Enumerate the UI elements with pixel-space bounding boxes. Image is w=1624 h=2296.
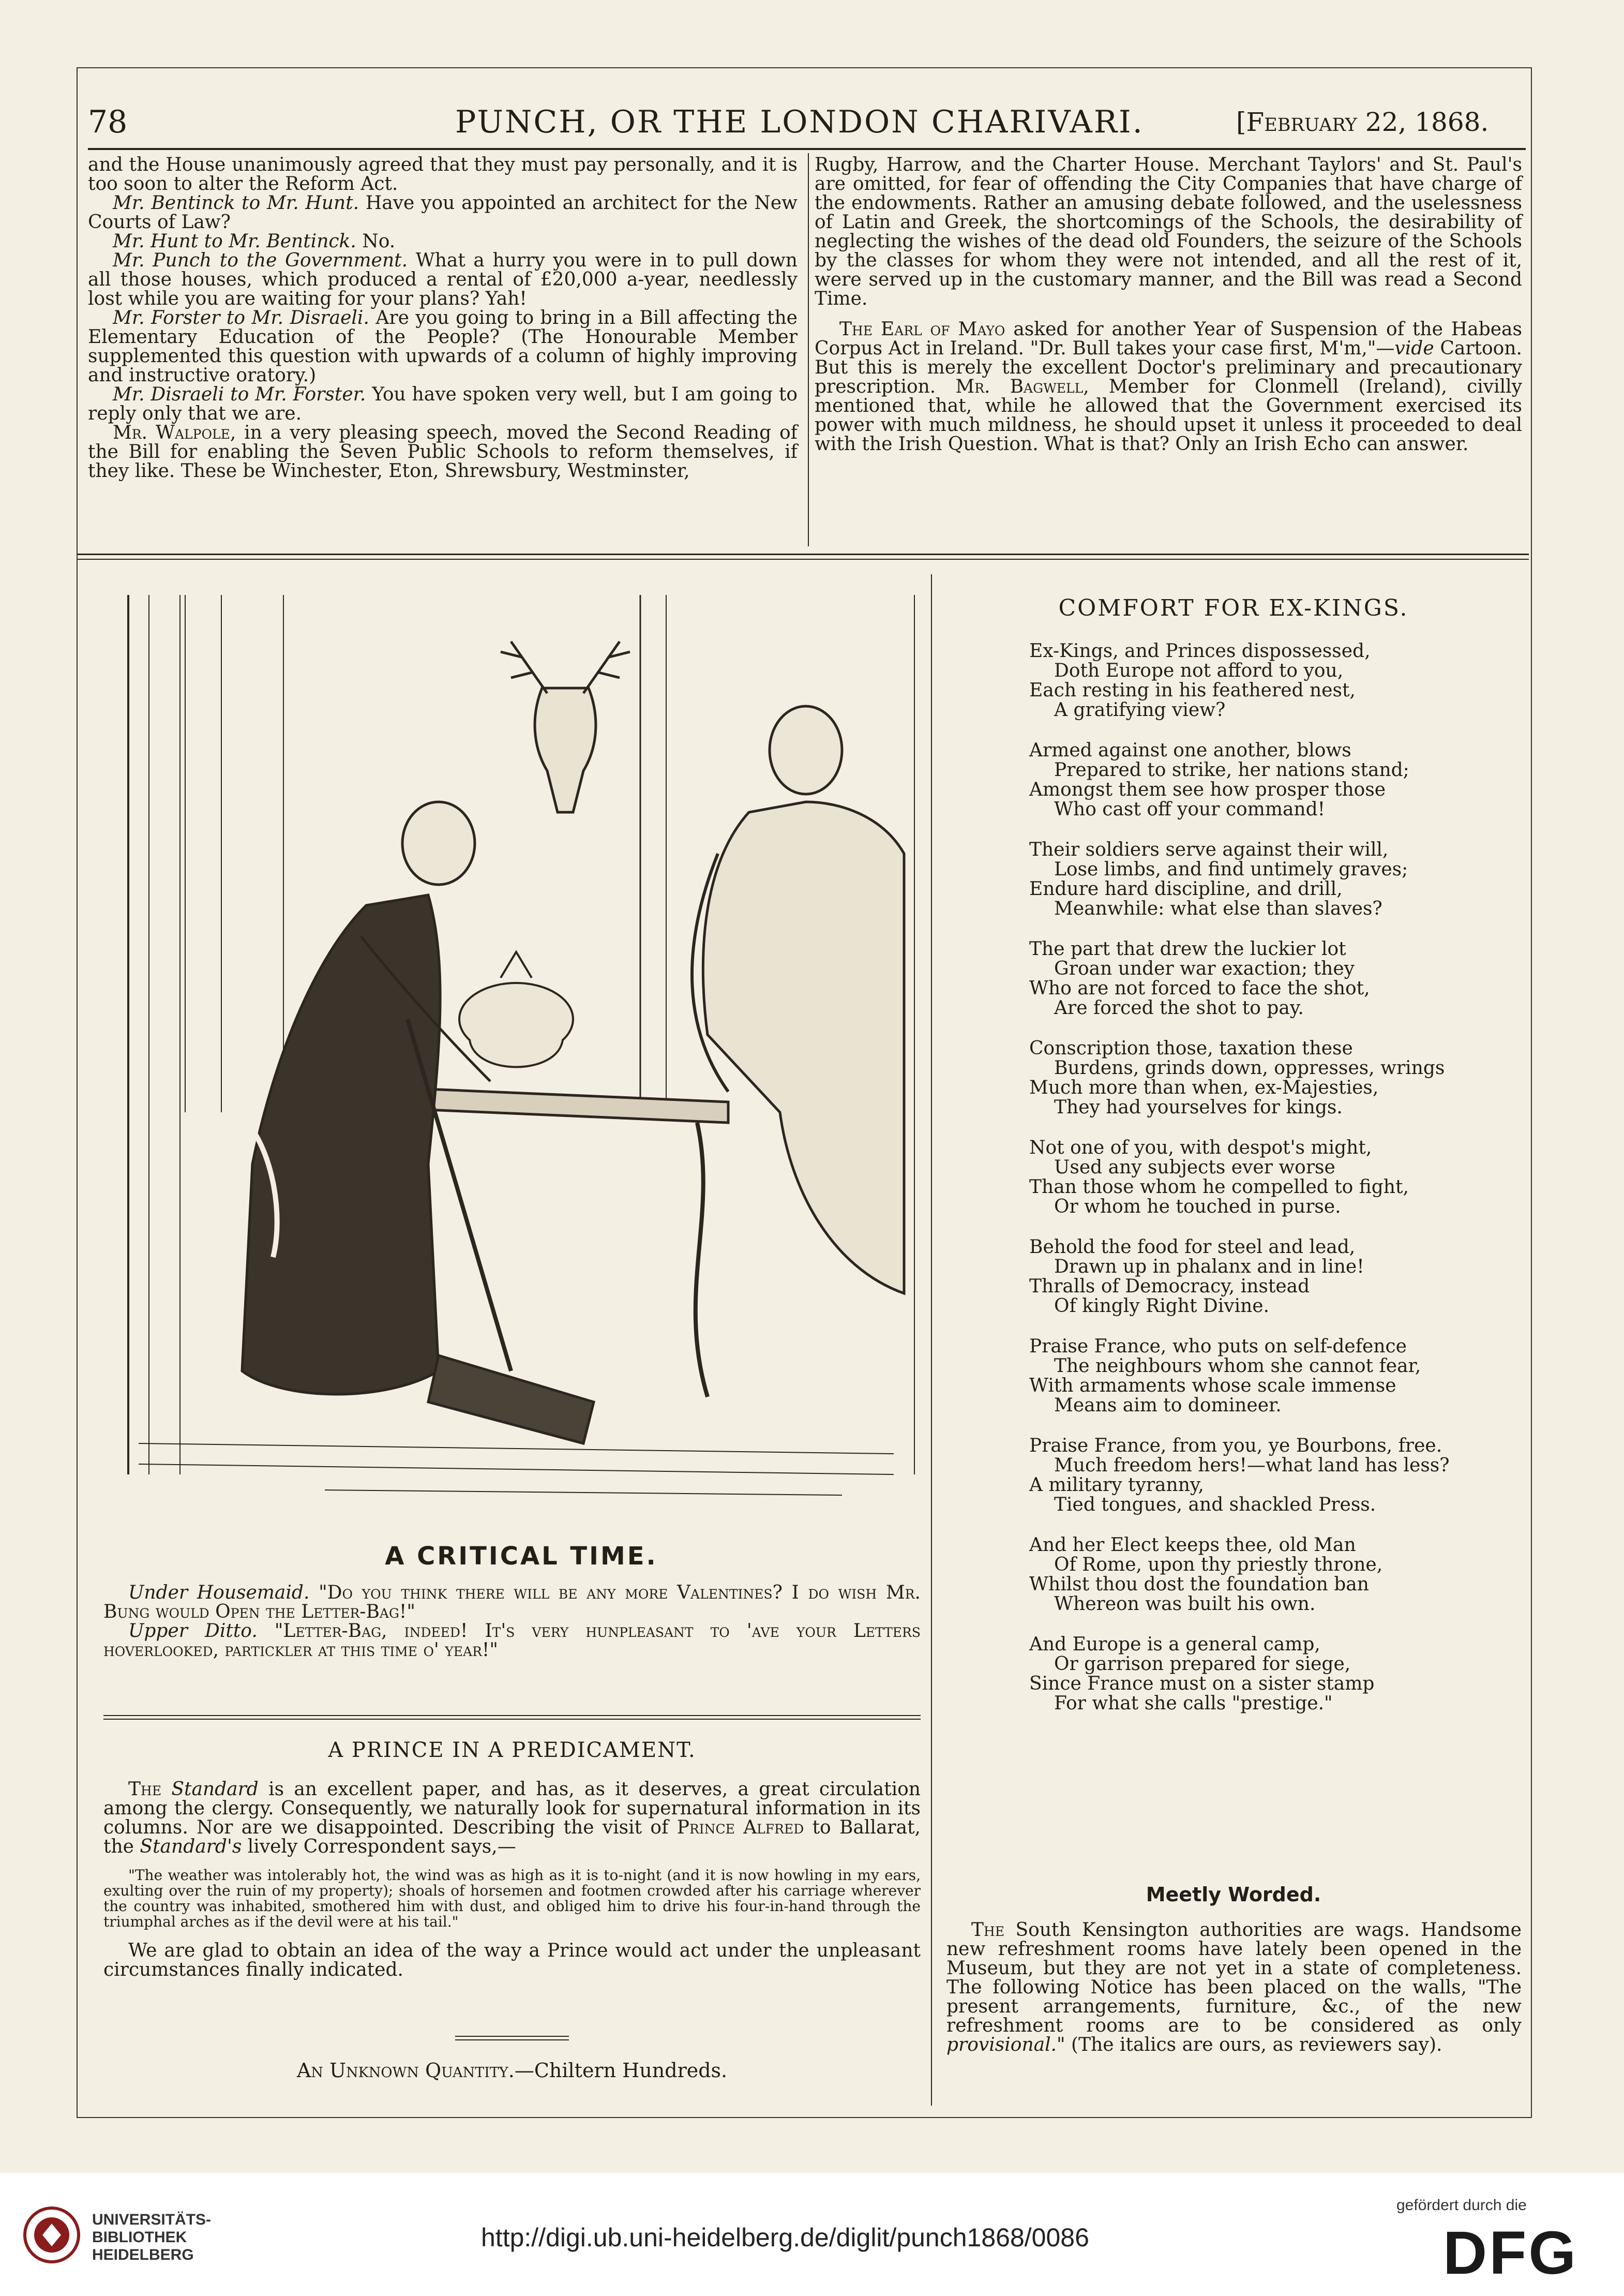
paragraph: Mr. Walpole, in a very pleasing speech, moved the Second Reading of the Bill for enabling the Seven Public Schools to reform themselves, if they like. These be Winchester, Eton, Shrewsbury, Westminster,	[88, 422, 798, 482]
poem-line: Drawn up in phalanx and in line!	[1054, 1256, 1364, 1277]
poem-line: Who cast off your command!	[1054, 799, 1326, 820]
poem-stanza	[1029, 1436, 1521, 1515]
poem-line: Groan under war exaction; they	[1054, 958, 1355, 979]
poem-stanza	[1029, 1535, 1521, 1614]
poem-body	[1029, 642, 1521, 1734]
poem-line: Each resting in his feathered nest,	[1029, 680, 1356, 701]
meetly-title: Meetly Worded.	[1146, 1883, 1321, 1906]
paragraph: Mr. Disraeli to Mr. Forster. You have spoken very well, but I am going to reply only that we are.	[88, 384, 798, 424]
library-logo-text: UNIVERSITÄTS- BIBLIOTHEK HEIDELBERG	[92, 2211, 212, 2263]
poem-line: Burdens, grinds down, oppresses, wrings	[1054, 1057, 1445, 1079]
poem-stanza	[1029, 1635, 1521, 1713]
poem-line: Whilst thou dost the foundation ban	[1029, 1574, 1369, 1595]
cartoon-title: A CRITICAL TIME.	[385, 1542, 658, 1571]
running-title: PUNCH, OR THE LONDON CHARIVARI.	[455, 104, 1144, 140]
poem-stanza	[1029, 1138, 1521, 1217]
poem-line: Of Rome, upon thy priestly throne,	[1054, 1554, 1383, 1575]
poem-line: Prepared to strike, her nations stand;	[1054, 759, 1409, 781]
column-divider	[808, 153, 809, 546]
poem-line: Armed against one another, blows	[1029, 740, 1351, 761]
section-rule	[103, 1715, 921, 1716]
paragraph: Mr. Bentinck to Mr. Hunt. Have you appointed an architect for the New Courts of Law?	[88, 192, 798, 233]
paragraph: We are glad to obtain an idea of the way a Prince would act under the unpleasant circumstances finally indicated.	[103, 1940, 921, 1980]
poem-line: Praise France, who puts on self-defence	[1029, 1336, 1407, 1357]
poem-line: Lose limbs, and find untimely graves;	[1054, 859, 1408, 880]
poem-line: And Europe is a general camp,	[1029, 1634, 1320, 1655]
university-seal-icon	[21, 2204, 83, 2266]
article-title: A PRINCE IN A PREDICAMENT.	[328, 1738, 696, 1762]
poem-line: Praise France, from you, ye Bourbons, free.	[1029, 1435, 1442, 1456]
cartoon-caption	[103, 1583, 921, 1660]
prince-article	[103, 1780, 921, 1979]
poem-line: For what she calls "prestige."	[1054, 1693, 1333, 1714]
paragraph: Mr. Punch to the Government. What a hurry you were in to pull down all those houses, which produced a rental of £20,000 a-year, needlessly lost while you are waiting for your plans? Yah!	[88, 250, 798, 309]
poem-line: Whereon was built his own.	[1054, 1593, 1316, 1615]
poem-title: COMFORT FOR EX-KINGS.	[1058, 595, 1409, 621]
poem-line: Endure hard discipline, and drill,	[1029, 878, 1343, 900]
poem-stanza	[1029, 1337, 1521, 1415]
dfg-logo: DFG	[1443, 2219, 1578, 2287]
poem-line: Since France must on a sister stamp	[1029, 1673, 1375, 1694]
poem-line: Than those whom he compelled to fight,	[1029, 1176, 1409, 1198]
poem-line: Of kingly Right Divine.	[1054, 1295, 1270, 1317]
poem-stanza	[1029, 1039, 1521, 1117]
poem-line: Or whom he touched in purse.	[1054, 1196, 1341, 1217]
paragraph: The Earl of Mayo asked for another Year of Suspension of the Habeas Corpus Act in Ireland. "Dr. Bull takes your case first, M'm,"—vide Cartoon. But this is merely the excellent Doctor's preliminary and precautionary prescription. Mr. Bagwell, Member for Clonmell (Ireland), civilly mentioned that, while he allowed that the Government exercised its power with much mildness, he should upset it unless it proceeded to deal with the Irish Question. What is that? Only an Irish Echo can answer.	[815, 319, 1522, 455]
poem-stanza	[1029, 1238, 1521, 1316]
poem-stanza	[1029, 741, 1521, 819]
poem-line: A military tyranny,	[1029, 1474, 1204, 1496]
poem-line: Doth Europe not afford to you,	[1054, 660, 1344, 681]
caption-line: Upper Ditto. "Letter-Bag, indeed! It's very hunpleasant to 'ave your Letters hoverlooked, partickler at this time o' year!"	[103, 1620, 921, 1661]
paragraph: The Standard is an excellent paper, and has, as it deserves, a great circulation among the clergy. Consequently, we naturally look for supernatural information in its columns. Nor are we disappointed. Describing the visit of Prince Alfred to Ballarat, the Standard's lively Correspondent says,—	[103, 1779, 921, 1857]
poem-line: Behold the food for steel and lead,	[1029, 1236, 1356, 1258]
poem-line: Conscription those, taxation these	[1029, 1038, 1353, 1059]
poem-line: Are forced the shot to pay.	[1054, 997, 1304, 1019]
top-right-column	[815, 155, 1522, 454]
section-rule	[78, 554, 1529, 555]
poem-line: With armaments whose scale immense	[1029, 1375, 1396, 1396]
meetly-article	[946, 1920, 1522, 2054]
paragraph: and the House unanimously agreed that they must pay personally, and it is too soon to alter the Reform Act.	[88, 154, 798, 195]
poem-line: Much more than when, ex-Majesties,	[1029, 1077, 1379, 1098]
viewer-footer	[0, 2173, 1624, 2296]
poem-line: A gratifying view?	[1054, 699, 1226, 721]
poem-line: And her Elect keeps thee, old Man	[1029, 1534, 1356, 1556]
quotation: "The weather was intolerably hot, the wind was as high as it is to-night (and it is now howling in my ears, exulting over the ruin of my property); shoals of horsemen and footmen crowded after his carriage wherever the country was inhabited, smothered him with dust, and obliged him to drive his four-in-hand through the triumphal arches as if the devil were at his tail."	[103, 1867, 921, 1930]
poem-line: Or garrison prepared for siege,	[1054, 1653, 1351, 1675]
unknown-quantity: An Unknown Quantity.—Chiltern Hundreds.	[296, 2059, 728, 2082]
poem-stanza	[1029, 840, 1521, 919]
paragraph: Mr. Hunt to Mr. Bentinck. No.	[113, 231, 396, 252]
poem-line: The neighbours whom she cannot fear,	[1054, 1355, 1421, 1377]
poem-line: They had yourselves for kings.	[1054, 1097, 1343, 1118]
short-rule	[455, 2036, 569, 2037]
poem-line: Tied tongues, and shackled Press.	[1054, 1494, 1376, 1515]
poem-stanza	[1029, 940, 1521, 1018]
poem-line: The part that drew the luckier lot	[1029, 938, 1346, 960]
section-rule	[78, 559, 1529, 560]
poem-line: Amongst them see how prosper those	[1029, 779, 1386, 800]
poem-line: Their soldiers serve against their will,	[1029, 839, 1389, 860]
permalink[interactable]: http://digi.ub.uni-heidelberg.de/diglit/punch1868/0086	[481, 2223, 1089, 2252]
poem-line: Thralls of Democracy, instead	[1029, 1276, 1310, 1297]
funding-note: gefördert durch die	[1396, 2197, 1527, 2214]
poem-line: Means aim to domineer.	[1054, 1395, 1282, 1416]
paragraph: The South Kensington authorities are wags. Handsome new refreshment rooms have lately been opened in the Museum, but they are not yet in a state of completeness. The following Notice has been placed on the walls, "The present arrangements, furniture, &c., of the new refreshment rooms are to be considered as only provisional." (The italics are ours, as reviewers say).	[946, 1919, 1522, 2055]
poem-line: Ex-Kings, and Princes dispossessed,	[1029, 640, 1371, 662]
caption-line: Under Housemaid. "Do you think there will be any more Valentines? I do wish Mr. Bung would Open the Letter-Bag!"	[103, 1582, 921, 1622]
paragraph: Rugby, Harrow, and the Charter House. Merchant Taylors' and St. Paul's are omitted, for fear of offending the City Companies that have charge of the endowments. Rather an amusing debate followed, and the uselessness of Latin and Greek, the shortcomings of the Schools, the desirability of neglecting the wishes of the dead old Founders, the seizure of the Schools by the classes for whom they were not intended, and all the rest of it, were served up in the customary manner, and the Bill was read a Second Time.	[815, 154, 1522, 309]
page-number: 78	[88, 104, 128, 140]
header-rule	[88, 148, 1526, 150]
poem-stanza	[1029, 642, 1521, 720]
section-rule	[103, 1719, 921, 1720]
cartoon-illustration	[118, 595, 925, 1526]
poem-line: Used any subjects ever worse	[1054, 1157, 1335, 1178]
poem-line: Meanwhile: what else than slaves?	[1054, 898, 1382, 919]
top-left-column	[88, 155, 798, 481]
issue-date: [February 22, 1868.	[1236, 107, 1489, 137]
short-rule	[455, 2039, 569, 2040]
paragraph: Mr. Forster to Mr. Disraeli. Are you going to bring in a Bill affecting the Elementary Education of the People? (The Honourable Member supplemented this question with upwards of a column of highly improving and instructive oratory.)	[88, 307, 798, 386]
poem-line: Who are not forced to face the shot,	[1029, 978, 1370, 999]
poem-line: Not one of you, with despot's might,	[1029, 1137, 1372, 1158]
column-divider	[931, 574, 932, 2106]
poem-line: Much freedom hers!—what land has less?	[1054, 1455, 1450, 1476]
